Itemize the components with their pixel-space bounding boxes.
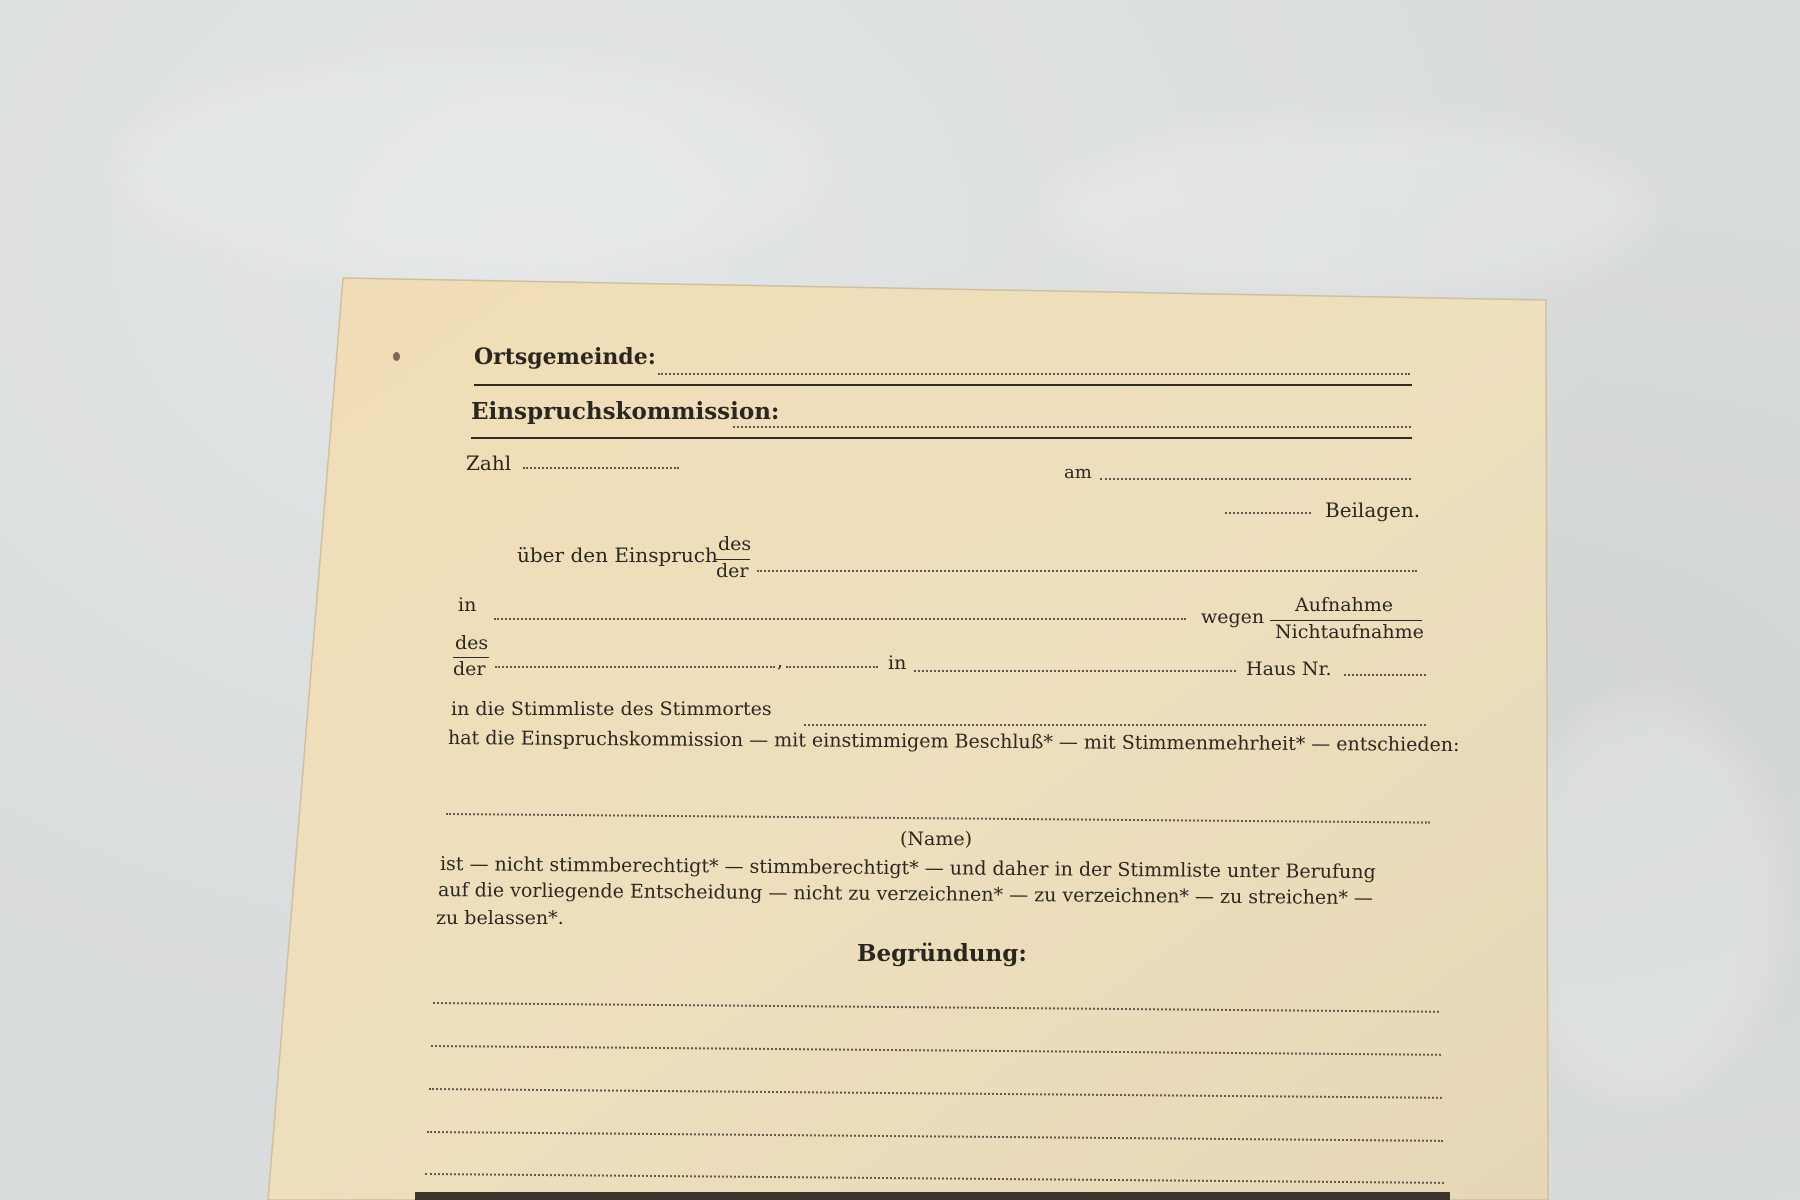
person-field[interactable] <box>495 666 775 668</box>
begruendung-heading: Begründung: <box>857 940 1027 967</box>
nichtaufnahme-option: Nichtaufnahme <box>1275 621 1424 643</box>
des-option: des <box>718 533 752 555</box>
haus-nr-field[interactable] <box>1344 674 1426 676</box>
haus-nr-label: Haus Nr. <box>1246 658 1332 680</box>
person-field-2[interactable] <box>786 666 878 668</box>
des-option: des <box>455 632 489 654</box>
wegen-label: wegen <box>1201 606 1265 628</box>
paragraph-line-2: auf die vorliegende Entscheidung — nicht zu verzeichnen* — zu verzeichnen* — zu streichen* — <box>437 879 1374 910</box>
beilagen-count-field[interactable] <box>1225 512 1311 514</box>
ortsgemeinde-rule <box>474 384 1412 386</box>
kommission-label: Einspruchskommission: <box>471 398 780 425</box>
aufnahme-option: Aufnahme <box>1295 594 1394 616</box>
einspruch-label: über den Einspruch <box>517 543 718 567</box>
paragraph-line-3: zu belassen*. <box>436 907 564 929</box>
kommission-rule <box>471 437 1412 439</box>
kommission-field[interactable] <box>733 426 1411 428</box>
beilagen-label: Beilagen. <box>1325 498 1421 522</box>
ort-field[interactable] <box>914 670 1236 672</box>
in-label: in <box>458 594 477 616</box>
einspruch-name-field[interactable] <box>757 570 1417 572</box>
name-caption: (Name) <box>900 828 973 850</box>
decision-line: hat die Einspruchskommission — mit einstimmigem Beschluß* — mit Stimmenmehrheit* — entschieden: <box>447 727 1460 757</box>
in-label: in <box>888 652 907 674</box>
der-option: der <box>716 560 749 582</box>
paragraph-line-1: ist — nicht stimmberechtigt* — stimmberechtigt* — und daher in der Stimmliste unter Berufung <box>439 853 1376 884</box>
am-label: am <box>1064 462 1092 483</box>
stimmliste-label: in die Stimmliste des Stimmortes <box>451 698 772 720</box>
in-field[interactable] <box>494 618 1186 620</box>
zahl-label: Zahl <box>466 451 512 475</box>
ortsgemeinde-label: Ortsgemeinde: <box>474 344 656 370</box>
stimmort-field[interactable] <box>804 724 1426 726</box>
der-option: der <box>453 658 486 680</box>
comma: , <box>777 650 784 672</box>
ortsgemeinde-field[interactable] <box>658 373 1410 375</box>
zahl-field[interactable] <box>523 467 679 469</box>
ink-spot <box>393 352 400 361</box>
am-field[interactable] <box>1100 478 1411 480</box>
